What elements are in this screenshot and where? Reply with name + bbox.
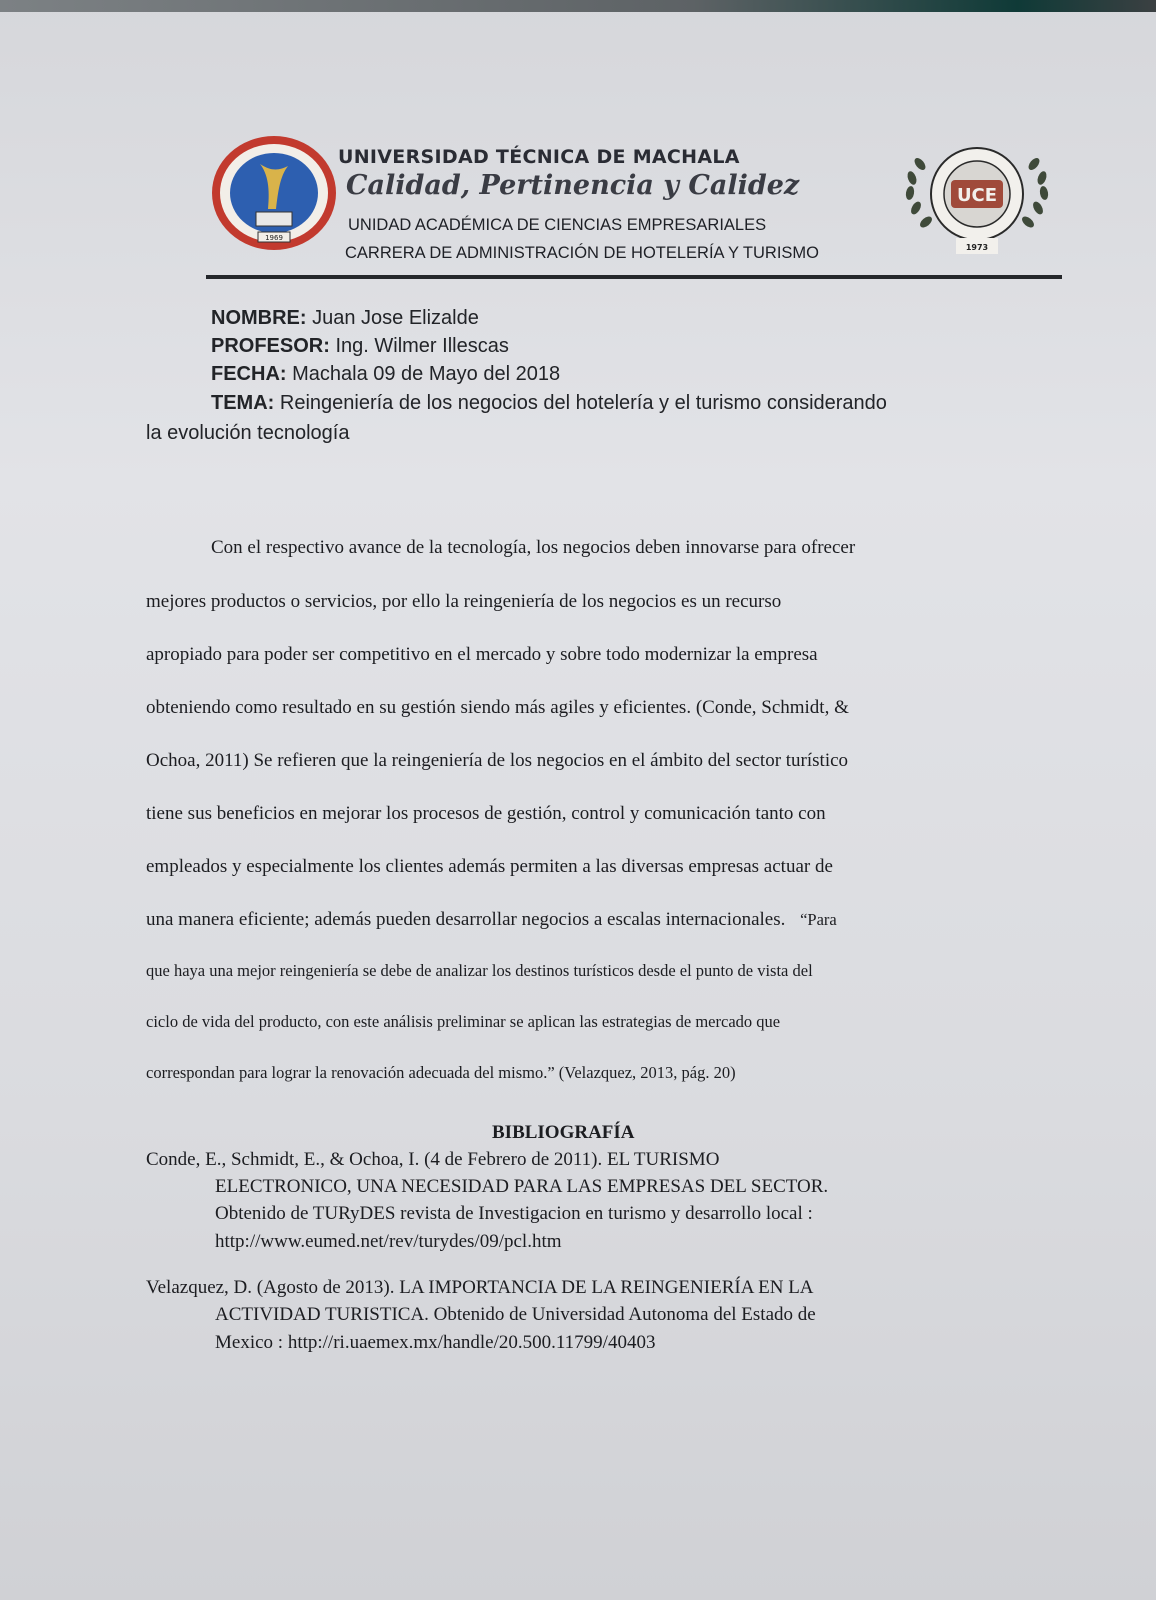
professor-line xyxy=(211,335,509,358)
header-divider xyxy=(206,275,1062,279)
body-line: apropiado para poder ser competitivo en el mercado y sobre todo modernizar la empresa xyxy=(146,644,818,665)
body-line: Con el respectivo avance de la tecnología, los negocios deben innovarse para ofrecer xyxy=(211,537,856,558)
bib-url: Mexico : http://ri.uaemex.mx/handle/20.500.11799/40403 xyxy=(215,1332,656,1353)
career-name: CARRERA DE ADMINISTRACIÓN DE HOTELERÍA Y TURISMO xyxy=(345,244,820,262)
body-line: tiene sus beneficios en mejorar los procesos de gestión, control y comunicación tanto con xyxy=(146,803,826,824)
quote-line: correspondan para lograr la renovación adecuada del mismo.” (Velazquez, 2013, pág. 20) xyxy=(146,1063,736,1082)
bib-entry-line: ACTIVIDAD TURISTICA. Obtenido de Universidad Autonoma del Estado de xyxy=(215,1304,816,1325)
bib-entry-line: Conde, E., Schmidt, E., & Ochoa, I. (4 de Febrero de 2011). EL TURISMO xyxy=(146,1149,720,1170)
quote-line: ciclo de vida del producto, con este análisis preliminar se aplican las estrategias de mercado que xyxy=(146,1012,781,1031)
background-edge xyxy=(0,0,1156,12)
body-line xyxy=(146,909,837,931)
quote-line: que haya una mejor reingeniería se debe de analizar los destinos turísticos desde el punto de vista del xyxy=(146,961,813,980)
body-line-main: una manera eficiente; además pueden desarrollar negocios a escalas internacionales. xyxy=(146,909,786,930)
date-label: FECHA: xyxy=(211,363,287,385)
academic-unit: UNIDAD ACADÉMICA DE CIENCIAS EMPRESARIALES xyxy=(348,216,767,234)
academic-unit-seal-icon xyxy=(896,138,1058,260)
university-seal-icon xyxy=(210,134,338,252)
svg-text:1969: 1969 xyxy=(265,234,283,242)
topic-continuation: la evolución tecnología xyxy=(146,422,350,444)
bib-entry-line: Velazquez, D. (Agosto de 2013). LA IMPORTANCIA DE LA REINGENIERÍA EN LA xyxy=(146,1277,814,1298)
date-value: Machala 09 de Mayo del 2018 xyxy=(286,363,561,385)
body-line: obteniendo como resultado en su gestión siendo más agiles y eficientes. (Conde, Schmidt, & xyxy=(146,697,849,718)
bibliography-title: BIBLIOGRAFÍA xyxy=(492,1122,635,1143)
svg-text:1973: 1973 xyxy=(965,243,989,252)
body-line: empleados y especialmente los clientes además permiten a las diversas empresas actuar de xyxy=(146,856,833,877)
quote-start: “Para xyxy=(800,910,837,929)
university-name: UNIVERSIDAD TÉCNICA DE MACHALA xyxy=(338,146,740,168)
bib-url: http://www.eumed.net/rev/turydes/09/pcl.htm xyxy=(215,1231,562,1252)
topic-value: Reingeniería de los negocios del hotelería y el turismo considerando xyxy=(274,392,887,414)
university-motto: Calidad, Pertinencia y Calidez xyxy=(346,170,800,201)
svg-text:UCE: UCE xyxy=(956,185,998,206)
topic-label: TEMA: xyxy=(211,392,275,414)
name-label: NOMBRE: xyxy=(211,307,307,329)
name-value: Juan Jose Elizalde xyxy=(306,307,479,329)
professor-label: PROFESOR: xyxy=(211,335,330,357)
bib-entry-line: ELECTRONICO, UNA NECESIDAD PARA LAS EMPRESAS DEL SECTOR. xyxy=(215,1176,829,1197)
body-line: Ochoa, 2011) Se refieren que la reingeniería de los negocios en el ámbito del sector turístico xyxy=(146,750,849,771)
student-name-line xyxy=(211,307,479,330)
body-line: mejores productos o servicios, por ello la reingeniería de los negocios es un recurso xyxy=(146,591,782,612)
date-line xyxy=(211,363,560,386)
professor-value: Ing. Wilmer Illescas xyxy=(329,335,509,357)
bib-entry-line: Obtenido de TURyDES revista de Investigacion en turismo y desarrollo local : xyxy=(215,1203,813,1224)
topic-line xyxy=(211,392,887,415)
